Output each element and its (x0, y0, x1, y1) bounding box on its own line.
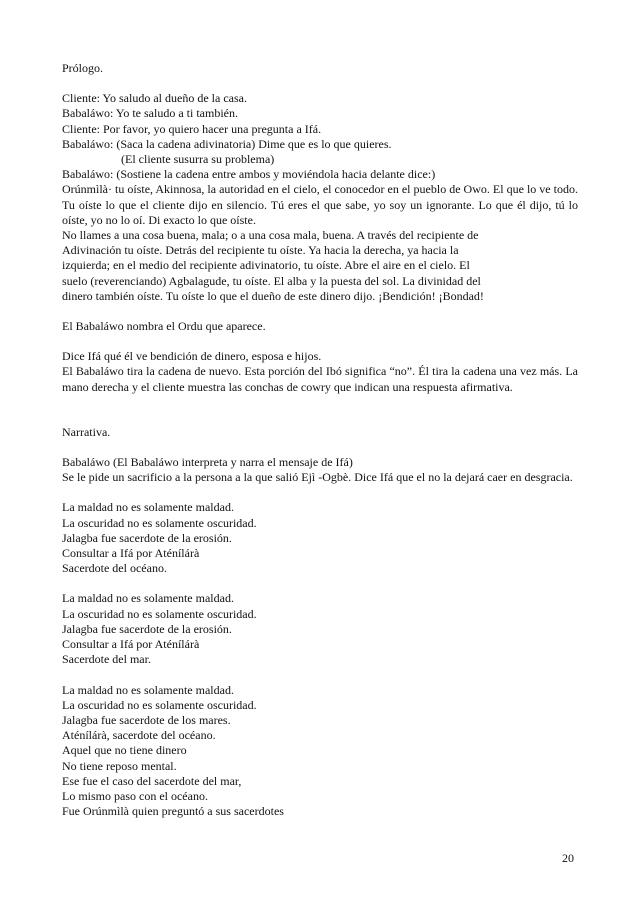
verse-line: La maldad no es solamente maldad. (62, 682, 234, 697)
verse-line: La maldad no es solamente maldad. (62, 591, 234, 606)
verse-line: Lo mismo paso con el océano. (62, 788, 208, 803)
verse-line: Sacerdote del mar. (62, 652, 151, 667)
dialogue-line: Babaláwo: Yo te saludo a ti también. (62, 106, 238, 121)
narrative-heading: Narrativa. (62, 424, 111, 439)
invocation-line: dinero también oíste. Tu oíste lo que el dueño de este dinero dijo. ¡Bendición! ¡Bondad! (62, 288, 484, 303)
invocation-line: Adivinación tu oíste. Detrás del recipiente tu oíste. Ya hacia la derecha, ya hacia la (62, 243, 459, 258)
blessing-line: Dice Ifá qué él ve bendición de dinero, esposa e hijos. (62, 349, 322, 364)
document-page (62, 61, 578, 819)
dialogue-line: Cliente: Yo saludo al dueño de la casa. (62, 91, 247, 106)
page-number: 20 (562, 851, 574, 865)
ordu-line: El Babaláwo nombra el Ordu que aparece. (62, 319, 266, 334)
verse-line: Jalagba fue sacerdote de la erosión. (62, 530, 232, 545)
verse-line: Aténílárà, sacerdote del océano. (62, 728, 216, 743)
verse-line: La oscuridad no es solamente oscuridad. (62, 606, 257, 621)
verse-line: Sacerdote del océano. (62, 561, 167, 576)
verse-line: La oscuridad no es solamente oscuridad. (62, 515, 257, 530)
dialogue-line: Cliente: Por favor, yo quiero hacer una pregunta a Ifá. (62, 121, 322, 136)
verse-line: Aquel que no tiene dinero (62, 743, 187, 758)
invocation-line: No llames a una cosa buena, mala; o a una cosa mala, buena. A través del recipiente de (62, 228, 479, 243)
verse-line: La maldad no es solamente maldad. (62, 500, 234, 515)
verse-line: La oscuridad no es solamente oscuridad. (62, 697, 257, 712)
verse-line: Ese fue el caso del sacerdote del mar, (62, 773, 242, 788)
invocation-paragraph: Orúnmìlà· tu oíste, Akinnosa, la autoridad en el cielo, el conocedor en el pueblo de Owo. El que lo ve todo. Tu oíste lo que el cliente dijo en silencio. Tú eres el que sabe, yo soy un ignorante. Lo que él dijo, tú lo oíste, yo no lo oí. Di exacto lo que oíste. (62, 182, 578, 227)
prologue-heading: Prólogo. (62, 61, 104, 75)
dialogue-line: Babaláwo: (Sostiene la cadena entre ambos y moviéndola hacia delante dice:) (62, 167, 436, 182)
narrator-line: Babaláwo (El Babaláwo interpreta y narra el mensaje de Ifá) (62, 455, 353, 470)
verse-line: No tiene reposo mental. (62, 758, 177, 773)
verse-line: Fue Orúnmìlà quien preguntó a sus sacerdotes (62, 804, 284, 819)
invocation-line: suelo (reverenciando) Agbalagude, tu oíste. El alba y la puesta del sol. La divinidad del (62, 273, 481, 288)
verse-line: Consultar a Ifá por Aténílárà (62, 637, 200, 652)
dialogue-line: Babaláwo: (Saca la cadena adivinatoria) Dime que es lo que quieres. (62, 136, 392, 151)
verse-line: Consultar a Ifá por Aténílárà (62, 546, 200, 561)
verse-line: Jalagba fue sacerdote de los mares. (62, 712, 231, 727)
invocation-line: izquierda; en el medio del recipiente adivinatorio, tu oíste. Abre el aire en el cielo. El (62, 258, 470, 273)
verse-line: Jalagba fue sacerdote de la erosión. (62, 621, 232, 636)
sacrifice-paragraph: Se le pide un sacrificio a la persona a la que salió Ejì -Ogbè. Dice Ifá que el no la dejará caer en desgracia. (62, 470, 573, 485)
chain-paragraph: El Babaláwo tira la cadena de nuevo. Esta porción del Ibó significa “no”. Él tira la cadena una vez más. La mano derecha y el cliente muestra las conchas de cowry que indican una respuesta afirmativa. (62, 364, 578, 394)
stage-direction: (El cliente susurra su problema) (121, 152, 275, 167)
